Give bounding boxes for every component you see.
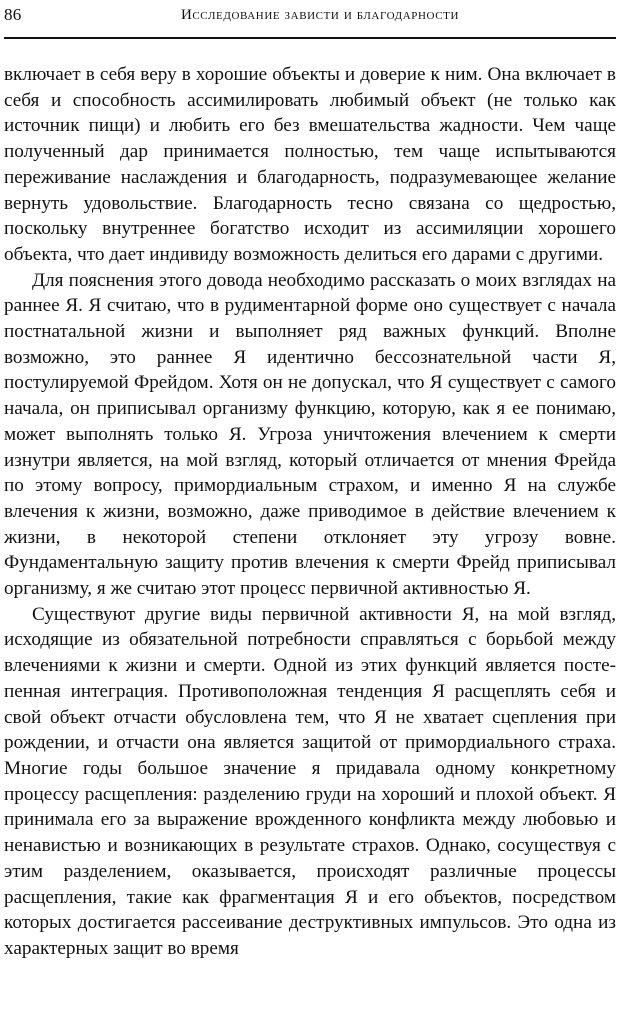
running-title: Исследование зависти и благодарности [180,6,460,23]
header-rule [4,37,616,39]
body-text [4,62,616,962]
page-number: 86 [4,5,22,24]
paragraph: включает в себя веру в хорошие объекты и доверие к ним. Она включает в себя и способность ассимилировать любимый объект (не только как источник пищи) и любить его без вмешательства жадности. Чем чаще полученный дар принимается полностью, тем чаще испытываются переживание наслаждения и благодарность, подразумевающее желание вернуть удовольствие. Благодарность тесно связана со щедростью, поскольку внутреннее богатство исходит из ассимиляции хорошего объекта, что дает индивиду возможность делиться его дарами с другими. [4,64,616,265]
paragraph: Для пояснения этого довода необходимо рассказать о моих взглядах на раннее Я. Я считаю, что в рудиментарной форме оно существует с начала постнатальной жизни и выполняет ряд важных функций. Вполне возможно, это раннее Я идентично бессознательной части Я, постулируемой Фрейдом. Хотя он не допускал, что Я существует с самого начала, он приписывал организму функцию, которую, как я ее понимаю, может выполнять только Я. Угроза уничтожения влечением к смерти изнутри является, на мой взгляд, который отличается от мнения Фрейда по этому вопросу, примордиальным страхом, и именно Я на службе влечения к жизни, возможно, даже приводимое в действие влечением к жизни, в некоторой степени отклоняет эту угрозу вовне. Фундаментальную защиту против влечения к смерти Фрейд приписывал организму, я же считаю этот процесс первичной активностью Я. [4,269,616,600]
running-head [4,0,616,30]
paragraph: Существуют другие виды первичной активности Я, на мой взгляд, исходящие из обязательной потребности справляться с борьбой между влечениями к жизни и смерти. Одной из этих функций является постепенная интеграция. Противоположная тенденция Я расщеплять себя и свой объект отчасти обусловлена тем, что Я не хватает сцепления при рождении, и отчасти она является защитой от примордиального страха. Многие годы большое значение я придавала одному конкретному процессу расщепления: разделению груди на хороший и плохой объект. Я принимала его за выражение врожденного конфликта между любовью и ненавистью и возникающих в результате страхов. Однако, сосуществуя с этим разделением, оказывается, происходят различные процессы расщепления, такие как фрагментация Я и его объектов, посредством которых достигается рассеивание деструктивных импульсов. Это одна из характерных защит во время [4,603,616,959]
